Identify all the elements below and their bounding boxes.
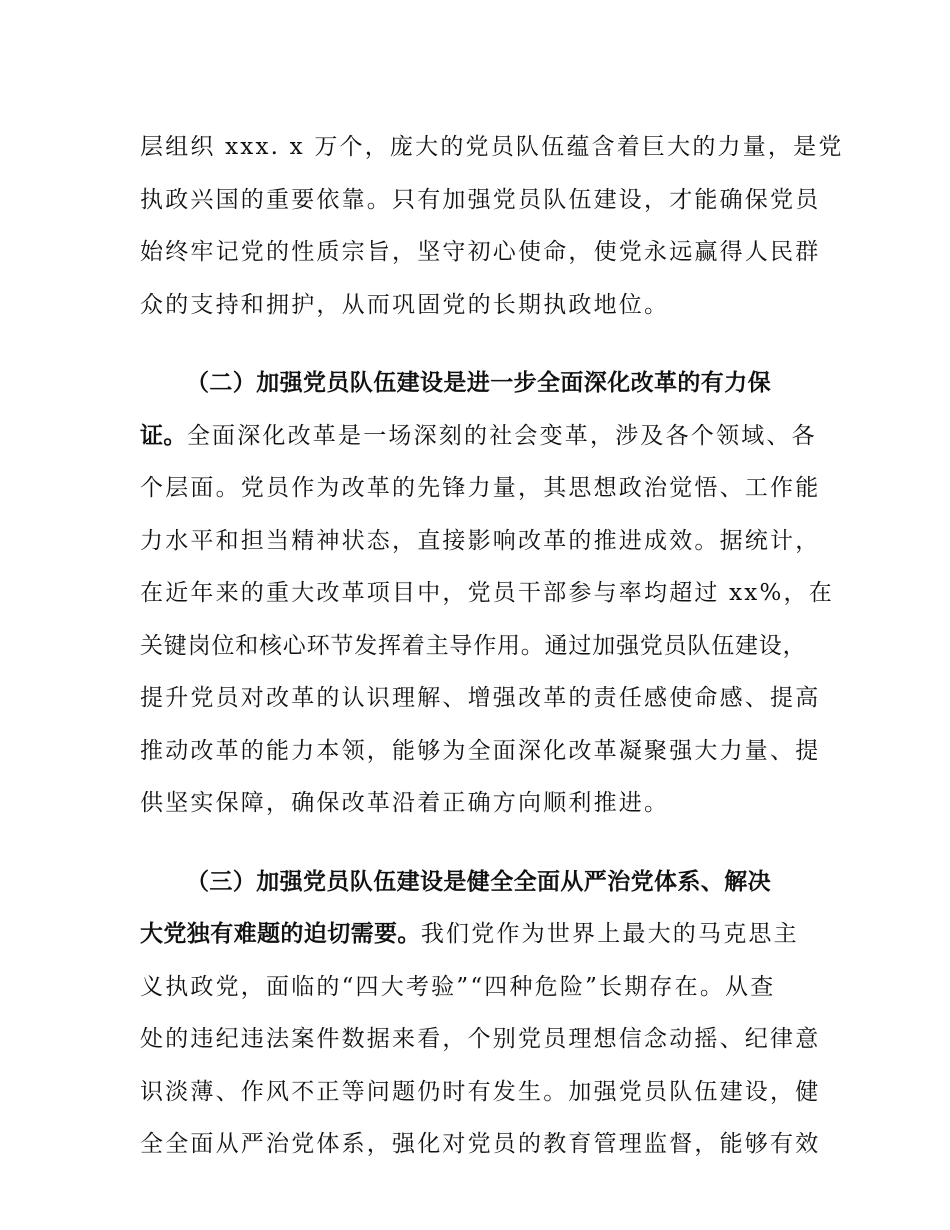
- text-run: 始终牢记党的性质宗旨，坚守初心使命，使党永远赢得人民群: [140, 239, 821, 265]
- text-line: [140, 725, 820, 778]
- text-run: 层组织 xxx. x 万个，庞大的党员队伍蕴含着巨大的力量，是党: [140, 134, 844, 160]
- text-line: [140, 515, 820, 568]
- text-run: 推动改革的能力本领，能够为全面深化改革凝聚强大力量、提: [140, 737, 821, 764]
- text-line: [140, 279, 820, 332]
- text-line: [140, 121, 844, 174]
- text-line: [140, 777, 820, 830]
- section-heading-3-end: 大党独有难题的迫切需要。: [140, 921, 421, 947]
- text-run: 执政兴国的重要依靠。只有加强党员队伍建设，才能确保党员: [140, 186, 821, 213]
- text-run: 全面深化改革是一场深刻的社会变革，涉及各个领域、各: [186, 422, 817, 449]
- text-line: [140, 908, 820, 961]
- text-line: [140, 620, 820, 673]
- text-run: 我们党作为世界上最大的马克思主: [420, 921, 799, 947]
- section-heading-2-end: 证。: [140, 422, 187, 449]
- section-heading-3: （三）加强党员队伍建设是健全全面从严治党体系、解决: [186, 868, 771, 895]
- paragraph-3: [140, 856, 820, 1171]
- text-run: 关键岗位和核心环节发挥着主导作用。通过加强党员队伍建设，: [140, 632, 807, 659]
- text-run: 在近年来的重大改革项目中，党员干部参与率均超过 xx%，在: [140, 580, 834, 606]
- text-run: 义执政党，面临的“四大考验”“四种危险”长期存在。从查: [140, 973, 776, 1000]
- text-line: [140, 567, 834, 620]
- text-line: [140, 462, 820, 515]
- text-run: 个层面。党员作为改革的先锋力量，其思想政治觉悟、工作能: [140, 475, 821, 501]
- text-line: [140, 357, 820, 410]
- text-run: 提升党员对改革的认识理解、增强改革的责任感使命感、提高: [140, 685, 821, 711]
- text-run: 众的支持和拥护，从而巩固党的长期执政地位。: [140, 291, 670, 318]
- text-line: [140, 1118, 820, 1171]
- text-line: [140, 672, 820, 725]
- text-run: 供坚实保障，确保改革沿着正确方向顺利推进。: [140, 790, 670, 816]
- text-line: [140, 226, 820, 279]
- text-run: 全全面从严治党体系，强化对党员的教育管理监督，能够有效: [140, 1131, 821, 1157]
- section-heading-2: （二）加强党员队伍建设是进一步全面深化改革的有力保: [186, 370, 771, 396]
- text-run: 识淡薄、作风不正等问题仍时有发生。加强党员队伍建设，健: [140, 1078, 821, 1105]
- paragraph-2: [140, 357, 834, 830]
- text-line: [140, 410, 820, 463]
- text-run: 力水平和担当精神状态，直接影响改革的推进成效。据统计，: [140, 527, 821, 554]
- text-line: [140, 174, 820, 227]
- text-line: [140, 1013, 820, 1066]
- text-line: [140, 1066, 820, 1119]
- text-run: 处的违纪违法案件数据来看，个别党员理想信念动摇、纪律意: [140, 1026, 821, 1052]
- text-line: [140, 961, 820, 1014]
- document-body: [140, 121, 844, 1171]
- paragraph-1: [140, 121, 844, 331]
- text-line: [140, 856, 820, 909]
